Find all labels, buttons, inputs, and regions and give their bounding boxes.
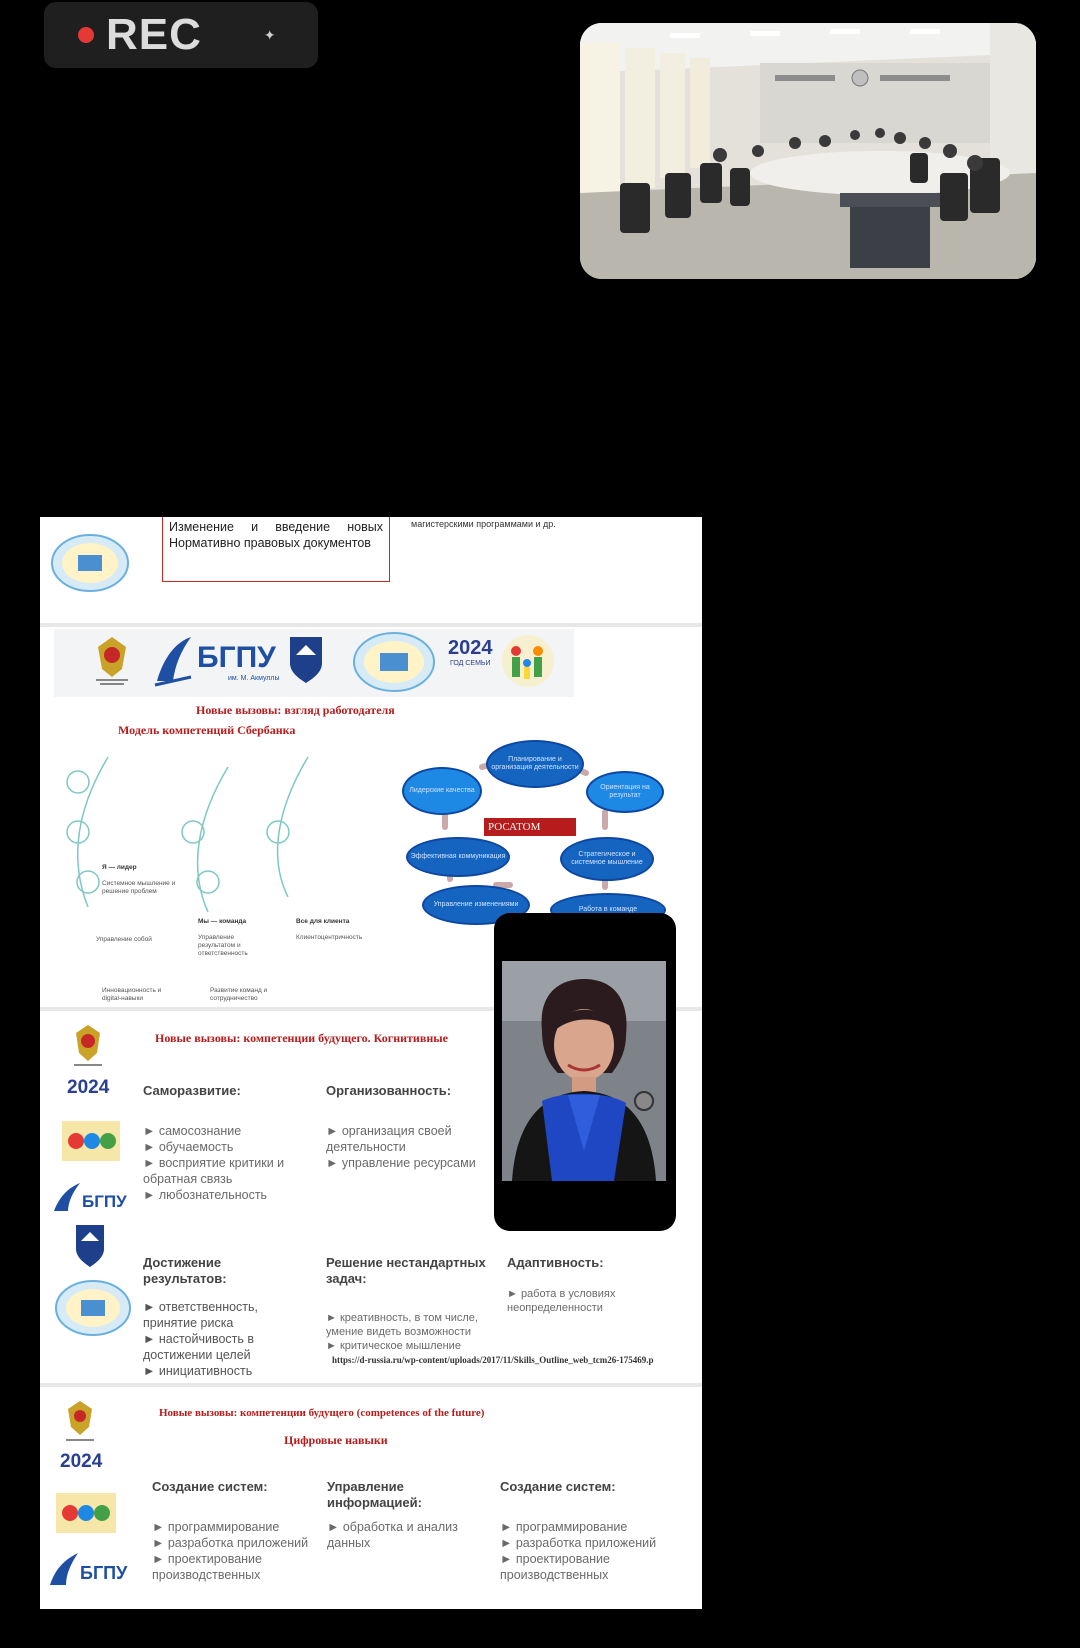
slide-1-side-text: магистерскими программами и др.: [411, 519, 556, 529]
rosatom-item-communication: Эффективная коммуникация: [406, 837, 510, 877]
rosatom-label: РОСАТОМ: [484, 818, 576, 836]
institute-shield-icon: [74, 1223, 106, 1269]
family-icon: [498, 633, 558, 689]
ministry-emblem-icon: [70, 1021, 106, 1071]
svg-text:БГПУ: БГПУ: [80, 1563, 128, 1583]
year-badge-number: 2024: [67, 1077, 110, 1098]
sports-games-icon: [62, 1121, 120, 1161]
recording-label: REC: [106, 10, 202, 59]
sber-col1-item3: Инновационность и digital-навыки: [102, 987, 162, 1002]
record-dot-icon: [78, 27, 94, 43]
organization-list: ► организация своей деятельности ► управление ресурсами: [326, 1124, 476, 1170]
year-badge-caption: ГОД СЕМЬИ: [449, 660, 491, 667]
notice-box: [162, 517, 390, 582]
info-management-heading: Управление информацией:: [327, 1479, 422, 1510]
organization-heading: Организованность:: [326, 1083, 452, 1098]
recording-indicator: [44, 2, 318, 68]
bgpu-swoosh-icon: [153, 633, 193, 689]
create-systems-list-2: ► программирование ► разработка приложений ► проектирование производственных: [500, 1520, 657, 1582]
participant-video-speaker[interactable]: [494, 913, 676, 1231]
slide-3-title: Новые вызовы: компетенции будущего. Когнитивные: [155, 1031, 448, 1045]
slide-4: [40, 1387, 702, 1609]
slide-4-subtitle: Цифровые навыки: [284, 1433, 388, 1447]
source-url[interactable]: https://d-russia.ru/wp-content/uploads/2017/11/Skills_Outline_web_tcm26-175469.p: [332, 1355, 654, 1365]
slide-1: [40, 517, 702, 623]
slide-2-title: Новые вызовы: взгляд работодателя: [196, 703, 395, 717]
sber-col2-head: Мы — команда: [198, 918, 247, 925]
create-systems-heading-2: Создание систем:: [500, 1479, 616, 1494]
ministry-emblem-icon: [62, 1397, 98, 1445]
rosatom-item-leadership: Лидерские качества: [402, 767, 482, 815]
slide-4-title: Новые вызовы: компетенции будущего (competences of the future): [159, 1407, 485, 1419]
adaptability-heading: Адаптивность:: [507, 1255, 604, 1270]
self-development-list: ► самосознание ► обучаемость ► восприятие критики и обратная связь ► любознательность: [143, 1124, 285, 1202]
year-of-family-badge: [448, 637, 493, 667]
sber-col2-item1: Управление результатом и ответственность: [198, 934, 248, 957]
sports-games-icon: [56, 1493, 116, 1533]
institute-emblem-icon: [50, 533, 130, 593]
rosatom-item-team: Работа в команде: [550, 893, 666, 927]
self-development-heading: Саморазвитие:: [143, 1083, 241, 1098]
sber-col2-item2: Развитие команд и сотрудничество: [210, 987, 268, 1002]
rosatom-item-planning: Планирование и организация деятельности: [486, 740, 584, 788]
create-systems-heading: Создание систем:: [152, 1479, 268, 1494]
bgpu-small-logo-icon: [48, 1551, 132, 1591]
slide-2-subtitle: Модель компетенций Сбербанка: [118, 723, 296, 737]
conference-room-image: [580, 23, 1036, 279]
ministry-emblem-icon: [92, 633, 132, 689]
sber-col3-item1: Клиентоцентричность: [296, 934, 363, 941]
bgpu-small-logo-icon: [52, 1181, 132, 1217]
participant-video-conference-room[interactable]: [580, 23, 1036, 279]
nonstandard-tasks-list: ► креативность, в том числе, умение видеть возможности ► критическое мышление: [326, 1312, 478, 1352]
rosatom-item-strategic: Стратегическое и системное мышление: [560, 837, 654, 881]
create-systems-list: ► программирование ► разработка приложений ► проектирование производственных: [152, 1520, 309, 1582]
nonstandard-tasks-heading: Решение нестандартных задач:: [326, 1255, 486, 1286]
speaker-video-image: [502, 961, 666, 1181]
results-heading: Достижение результатов:: [143, 1255, 227, 1286]
bgpu-logo-text: БГПУ: [197, 641, 276, 674]
year-badge-number: 2024: [448, 637, 493, 659]
rosatom-item-result: Ориентация на результат: [586, 771, 664, 813]
notice-box-text: Изменение и введение новых Нормативно правовых документов: [169, 520, 383, 550]
adaptability-list: ► работа в условиях неопределенности: [507, 1288, 616, 1314]
sber-col3-head: Все для клиента: [296, 918, 350, 925]
info-management-list: ► обработка и анализ данных: [327, 1520, 458, 1550]
sber-col1-item2: Управление собой: [96, 936, 152, 943]
institute-emblem-icon: [352, 631, 436, 693]
year-badge-number: 2024: [60, 1451, 103, 1472]
sber-col1-head: Я — лидер: [102, 864, 137, 871]
rosatom-item-change: Управление изменениями: [422, 885, 530, 925]
institute-shield-icon: [288, 635, 324, 687]
pin-icon[interactable]: ✦: [263, 26, 276, 43]
institute-emblem-icon: [54, 1279, 132, 1337]
svg-text:БГПУ: БГПУ: [82, 1192, 127, 1211]
sber-col1-item1: Системное мышление и решение проблем: [102, 880, 176, 895]
results-list: ► ответственность, принятие риска ► настойчивость в достижении целей ► инициативность: [143, 1300, 259, 1378]
bgpu-logo-sub: им. М. Акмуллы: [228, 675, 280, 682]
